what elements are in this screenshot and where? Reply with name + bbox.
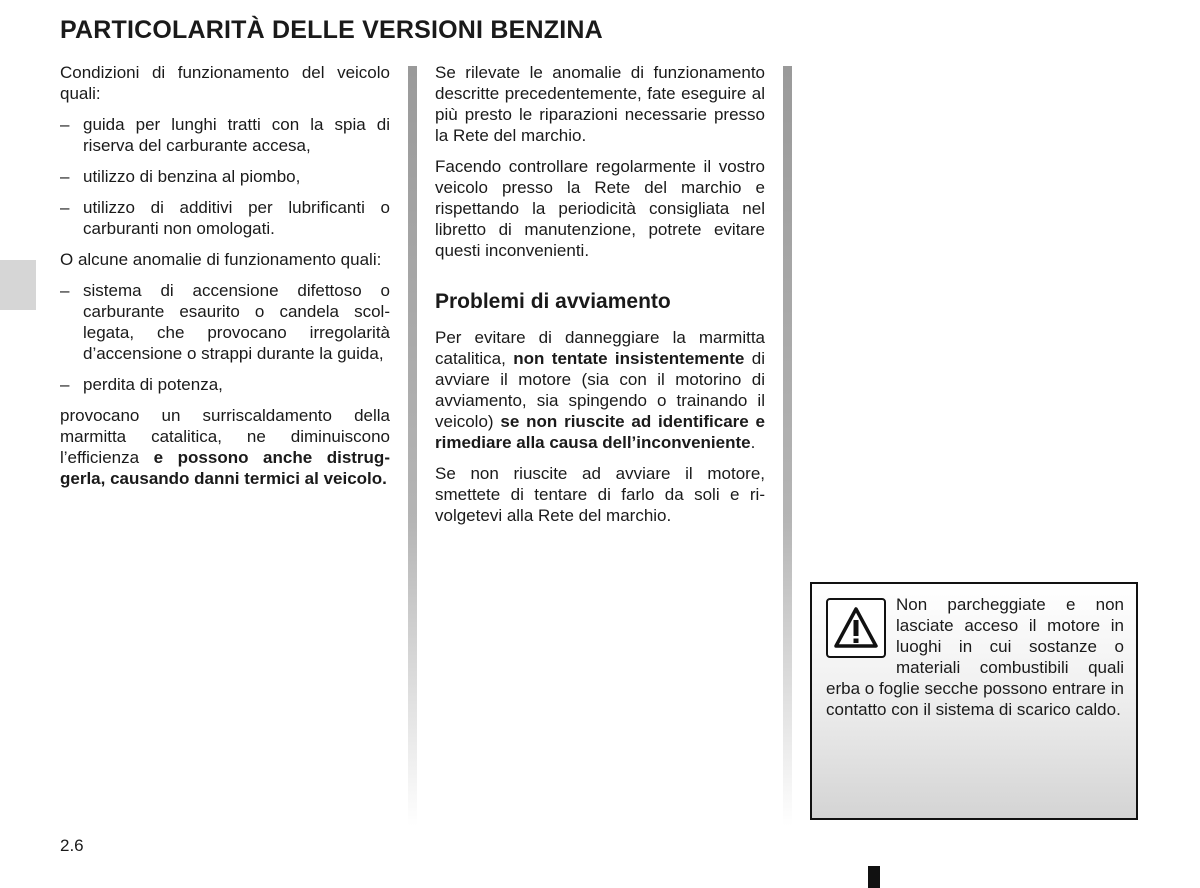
page-title: PARTICOLARITÀ DELLE VERSIONI BENZINA: [60, 16, 603, 44]
list-item-text: perdita di potenza,: [83, 375, 223, 394]
chapter-tab: [0, 260, 36, 310]
dash-bullet: –: [60, 198, 70, 217]
warning-text: Non parcheggiate e non lasciate acceso il motore in luoghi in cui sostanze o materiali combustibili quali erba o foglie secche possono entrare in contatto con il sistema di scarico caldo.: [826, 595, 1124, 719]
dash-bullet: –: [60, 281, 70, 300]
list-item: [60, 280, 390, 364]
list-item-text: utilizzo di additivi per lubrificanti o carburanti non omologati.: [83, 198, 390, 238]
list-item-text: guida per lunghi tratti con la spia di riserva del carburante accesa,: [83, 115, 390, 155]
repair-paragraph: Se rilevate le anomalie di funzionamento descritte precedentemente, fate eseguire al più presto le riparazioni necessarie presso la Rete del marchio.: [435, 63, 765, 145]
dash-bullet: –: [60, 115, 70, 134]
text-span: .: [750, 433, 756, 452]
conclusion-bold-text: e possono anche distruggerla, causando danni termici al veicolo.: [60, 448, 390, 488]
warning-triangle-icon: [826, 598, 886, 658]
text-span: di avviare il motore (sia con il motorino di avviamento, sia spingendo o trainando il veicolo): [435, 349, 765, 431]
list-item: [60, 114, 390, 156]
middle-column: [435, 62, 765, 536]
dash-bullet: –: [60, 375, 70, 394]
conditions-list: [60, 114, 390, 239]
maintenance-paragraph: Facendo controllare regolarmente il vostro veicolo presso la Rete del marchio e rispettando la periodicità consigliata nel libretto di manutenzione, potrete evitare questi inconvenienti.: [435, 157, 765, 260]
dash-bullet: –: [60, 167, 70, 186]
section-title: Problemi di avviamento: [435, 290, 671, 313]
intro-paragraph: Condizioni di funzionamento del veicolo quali:: [60, 63, 390, 103]
column-divider: [408, 66, 417, 826]
warning-box: [810, 582, 1138, 820]
list-item-text: utilizzo di benzina al piombo,: [83, 167, 301, 186]
bold-text-span: se non riuscite ad identificare e rimediare alla causa dell’inconveniente: [435, 412, 765, 452]
anomalies-list: [60, 280, 390, 395]
corner-mark: [868, 866, 880, 888]
list-item: [60, 374, 390, 395]
anomalies-intro: O alcune anomalie di funzionamento quali:: [60, 250, 382, 269]
list-item-text: sistema di accensione difettoso o carburante esaurito o candela scollegata, che provocano irregolarità d’accensione o strappi durante la guida,: [83, 281, 390, 363]
column-divider: [783, 66, 792, 826]
dealer-paragraph: Se non riuscite ad avviare il motore, smettete di tentare di farlo da soli e rivolgetevi alla Rete del marchio.: [435, 464, 765, 525]
text-span: Per evitare di danneggiare la marmitta catalitica,: [435, 328, 765, 368]
left-column: [60, 62, 390, 499]
list-item: [60, 197, 390, 239]
conclusion-paragraph: [60, 405, 390, 489]
list-item: [60, 166, 390, 187]
bold-text-span: non tentate insistentemente: [513, 349, 745, 368]
page-number: 2.6: [60, 836, 84, 855]
conclusion-text: provocano un surriscaldamento della marmitta catalitica, ne diminuiscono l’efficienza: [60, 406, 390, 467]
starting-problems-paragraph: [435, 327, 765, 453]
